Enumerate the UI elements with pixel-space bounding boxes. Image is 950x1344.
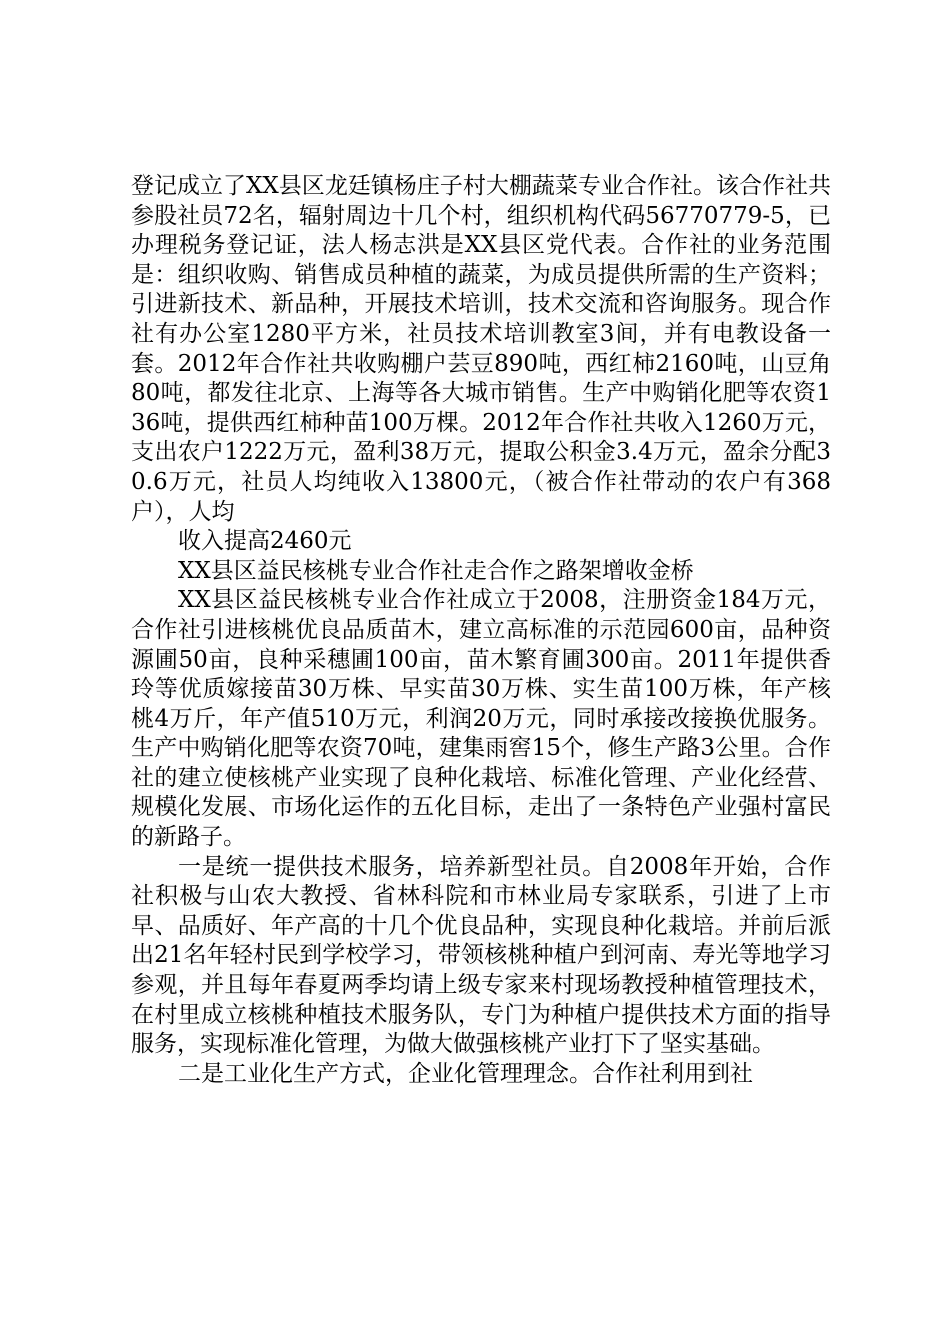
paragraph-point-two: 二是工业化生产方式，企业化管理理念。合作社利用到社 (178, 1060, 753, 1087)
section-heading-walnut-cooperative: XX县区益民核桃专业合作社走合作之路架增收金桥 (178, 557, 694, 584)
document-body (131, 172, 831, 1089)
paragraph-point-one: 一是统一提供技术服务，培养新型社员。自2008年开始，合作社积极与山农大教授、省林科院和市林业局专家联系，引进了上市早、品质好、年产高的十几个优良品种，实现良种化栽培。并前后派出21名年轻村民到学校学习，带领核桃种植户到河南、寿光等地学习参观，并且每年春夏两季均请上级专家来村现场教授种植管理技术，在村里成立核桃种植技术服务队，专门为种植户提供技术方面的指导服务，实现标准化管理，为做大做强核桃产业打下了坚实基础。 (131, 853, 831, 1058)
paragraph-income-increase: 收入提高2460元 (178, 528, 352, 555)
paragraph-vegetable-cooperative: 登记成立了XX县区龙廷镇杨庄子村大棚蔬菜专业合作社。该合作社共参股社员72名，辐射周边十几个村，组织机构代码56770779-5，已办理税务登记证，法人杨志洪是XX县区党代表。合作社的业务范围是：组织收购、销售成员种植的蔬菜，为成员提供所需的生产资料；引进新技术、新品种，开展技术培训，技术交流和咨询服务。现合作社有办公室1280平方米，社员技术培训教室3间，并有电教设备一套。2012年合作社共收购棚户芸豆890吨，西红柿2160吨，山豆角80吨，都发往北京、上海等各大城市销售。生产中购销化肥等农资136吨，提供西红柿种苗100万棵。2012年合作社共收入1260万元，支出农户1222万元，盈利38万元，提取公积金3.4万元，盈余分配30.6万元，社员人均纯收入13800元，（被合作社带动的农户有368户），人均 (131, 173, 831, 525)
paragraph-walnut-cooperative-intro: XX县区益民核桃专业合作社成立于2008，注册资金184万元，合作社引进核桃优良品质苗木，建立高标准的示范园600亩，品种资源圃50亩，良种采穗圃100亩，苗木繁育圃300亩。2011年提供香玲等优质嫁接苗30万株、早实苗30万株、实生苗100万株，年产核桃4万斤，年产值510万元，利润20万元，同时承接改接换优服务。生产中购销化肥等农资70吨，建集雨窖15个，修生产路3公里。合作社的建立使核桃产业实现了良种化栽培、标准化管理、产业化经营、规模化发展、市场化运作的五化目标，走出了一条特色产业强村富民的新路子。 (131, 587, 831, 851)
